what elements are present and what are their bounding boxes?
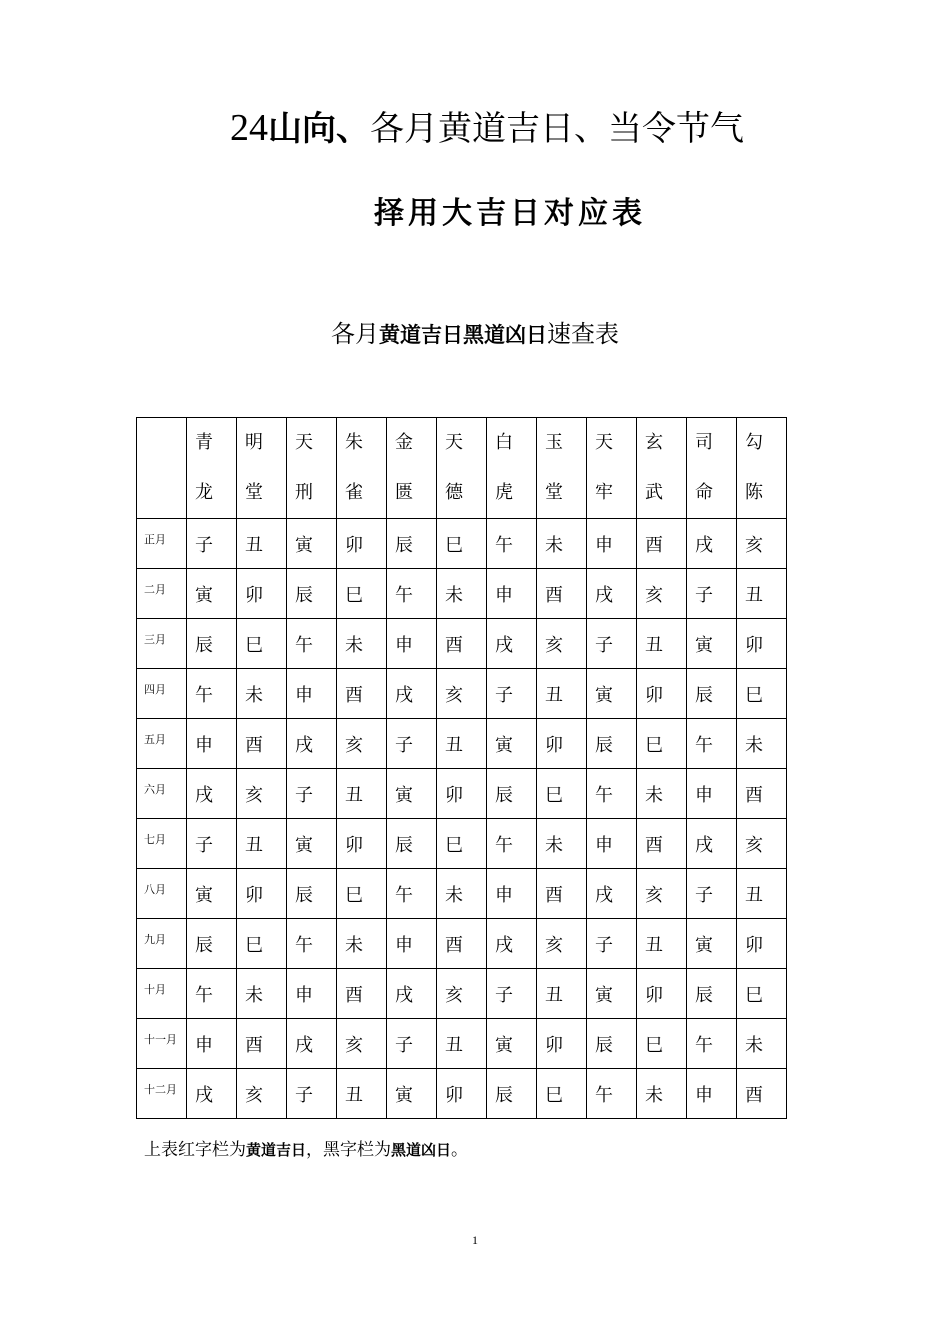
- god-header: [487, 418, 537, 519]
- branch-cell: 戌: [287, 1019, 337, 1069]
- branch-cell: 午: [187, 969, 237, 1019]
- god-header-char: 匮: [395, 482, 413, 503]
- month-label: 五月: [137, 719, 187, 769]
- branch-cell: 午: [187, 669, 237, 719]
- branch-cell: 卯: [237, 869, 287, 919]
- branch-cell: 巳: [337, 569, 387, 619]
- branch-cell: 亥: [437, 969, 487, 1019]
- table-row: [137, 969, 787, 1019]
- branch-cell: 卯: [737, 919, 787, 969]
- table-header-row: [137, 418, 787, 519]
- god-header-char: 玉: [545, 432, 563, 453]
- branch-cell: 子: [687, 569, 737, 619]
- branch-cell: 戌: [387, 969, 437, 1019]
- god-header-char: 武: [645, 482, 663, 503]
- branch-cell: 午: [387, 569, 437, 619]
- footnote-part-4: 黑道凶日: [391, 1141, 452, 1159]
- branch-cell: 未: [637, 1069, 687, 1119]
- branch-cell: 酉: [337, 669, 387, 719]
- branch-cell: 未: [337, 919, 387, 969]
- branch-cell: 子: [487, 969, 537, 1019]
- branch-cell: 丑: [637, 919, 687, 969]
- branch-cell: 亥: [237, 769, 287, 819]
- god-header-char: 命: [695, 482, 713, 503]
- branch-cell: 卯: [437, 1069, 487, 1119]
- branch-cell: 子: [387, 719, 437, 769]
- title-bold-part: 山向、: [268, 109, 370, 149]
- branch-cell: 午: [687, 1019, 737, 1069]
- branch-cell: 辰: [187, 619, 237, 669]
- branch-cell: 戌: [187, 1069, 237, 1119]
- branch-cell: 丑: [537, 669, 587, 719]
- branch-cell: 巳: [737, 669, 787, 719]
- branch-cell: 酉: [237, 1019, 287, 1069]
- branch-cell: 辰: [687, 669, 737, 719]
- god-header-char: 堂: [245, 482, 263, 503]
- god-header: [437, 418, 487, 519]
- branch-cell: 酉: [737, 1069, 787, 1119]
- branch-cell: 戌: [587, 869, 637, 919]
- branch-cell: 申: [387, 619, 437, 669]
- branch-cell: 午: [587, 1069, 637, 1119]
- month-label: 十月: [137, 969, 187, 1019]
- branch-cell: 巳: [537, 769, 587, 819]
- branch-cell: 寅: [487, 1019, 537, 1069]
- branch-cell: 卯: [437, 769, 487, 819]
- branch-cell: 未: [537, 519, 587, 569]
- branch-cell: 申: [687, 769, 737, 819]
- branch-cell: 子: [387, 1019, 437, 1069]
- branch-cell: 申: [587, 519, 637, 569]
- branch-cell: 申: [687, 1069, 737, 1119]
- table-row: [137, 869, 787, 919]
- branch-cell: 酉: [437, 919, 487, 969]
- branch-cell: 丑: [737, 569, 787, 619]
- table-row: [137, 619, 787, 669]
- branch-cell: 卯: [337, 819, 387, 869]
- branch-cell: 亥: [737, 819, 787, 869]
- branch-cell: 申: [287, 969, 337, 1019]
- branch-cell: 丑: [237, 819, 287, 869]
- footnote-part-1: 上表红字栏为: [144, 1140, 246, 1160]
- branch-cell: 巳: [437, 819, 487, 869]
- god-header-char: 勾: [745, 432, 763, 453]
- lookup-table: [136, 417, 787, 1119]
- branch-cell: 酉: [437, 619, 487, 669]
- god-header-char: 明: [245, 432, 263, 453]
- table-title-part-2: 黄道吉日黑道凶日: [379, 322, 547, 347]
- document-title-line-2: 择用大吉日对应表: [374, 196, 646, 231]
- branch-cell: 辰: [487, 1069, 537, 1119]
- table-row: [137, 819, 787, 869]
- table-row: [137, 669, 787, 719]
- branch-cell: 子: [287, 769, 337, 819]
- branch-cell: 戌: [487, 619, 537, 669]
- branch-cell: 辰: [487, 769, 537, 819]
- branch-cell: 未: [437, 569, 487, 619]
- god-header-char: 陈: [745, 482, 763, 503]
- month-label: 八月: [137, 869, 187, 919]
- god-header: [187, 418, 237, 519]
- branch-cell: 酉: [537, 869, 587, 919]
- branch-cell: 未: [537, 819, 587, 869]
- branch-cell: 卯: [537, 719, 587, 769]
- table-body: [137, 519, 787, 1119]
- branch-cell: 寅: [687, 619, 737, 669]
- branch-cell: 戌: [387, 669, 437, 719]
- branch-cell: 戌: [287, 719, 337, 769]
- branch-cell: 戌: [187, 769, 237, 819]
- branch-cell: 午: [287, 619, 337, 669]
- branch-cell: 亥: [337, 719, 387, 769]
- branch-cell: 寅: [187, 869, 237, 919]
- branch-cell: 辰: [287, 869, 337, 919]
- branch-cell: 辰: [587, 1019, 637, 1069]
- month-label: 四月: [137, 669, 187, 719]
- god-header: [687, 418, 737, 519]
- god-header-char: 司: [695, 432, 713, 453]
- god-header-char: 牢: [595, 482, 613, 503]
- branch-cell: 亥: [737, 519, 787, 569]
- branch-cell: 午: [487, 519, 537, 569]
- branch-cell: 辰: [687, 969, 737, 1019]
- branch-cell: 亥: [537, 919, 587, 969]
- god-header-char: 龙: [195, 482, 213, 503]
- table-title-part-3: 速查表: [547, 320, 619, 348]
- footnote: [144, 1136, 468, 1164]
- footnote-part-2: 黄道吉日: [246, 1141, 307, 1159]
- branch-cell: 寅: [287, 819, 337, 869]
- document-title-line-1: [230, 106, 744, 151]
- branch-cell: 辰: [287, 569, 337, 619]
- god-header-char: 白: [495, 432, 513, 453]
- branch-cell: 亥: [337, 1019, 387, 1069]
- branch-cell: 子: [187, 519, 237, 569]
- god-header-char: 虎: [495, 482, 513, 503]
- branch-cell: 辰: [387, 819, 437, 869]
- branch-cell: 巳: [237, 919, 287, 969]
- footnote-part-5: 。: [451, 1140, 469, 1160]
- month-label: 正月: [137, 519, 187, 569]
- branch-cell: 丑: [237, 519, 287, 569]
- table-row: [137, 719, 787, 769]
- branch-cell: 丑: [437, 719, 487, 769]
- branch-cell: 子: [687, 869, 737, 919]
- branch-cell: 子: [187, 819, 237, 869]
- branch-cell: 卯: [537, 1019, 587, 1069]
- branch-cell: 申: [187, 719, 237, 769]
- branch-cell: 寅: [187, 569, 237, 619]
- branch-cell: 酉: [537, 569, 587, 619]
- branch-cell: 午: [687, 719, 737, 769]
- branch-cell: 巳: [737, 969, 787, 1019]
- table-corner-cell: [137, 418, 187, 519]
- branch-cell: 寅: [587, 669, 637, 719]
- branch-cell: 辰: [387, 519, 437, 569]
- branch-cell: 卯: [337, 519, 387, 569]
- branch-cell: 子: [587, 619, 637, 669]
- page-number: 1: [472, 1233, 478, 1247]
- god-header-char: 朱: [345, 432, 363, 453]
- branch-cell: 寅: [287, 519, 337, 569]
- branch-cell: 亥: [637, 569, 687, 619]
- god-header: [287, 418, 337, 519]
- god-header: [237, 418, 287, 519]
- branch-cell: 戌: [587, 569, 637, 619]
- branch-cell: 申: [387, 919, 437, 969]
- branch-cell: 未: [337, 619, 387, 669]
- god-header-char: 青: [195, 432, 213, 453]
- branch-cell: 丑: [437, 1019, 487, 1069]
- branch-cell: 酉: [637, 519, 687, 569]
- branch-cell: 酉: [737, 769, 787, 819]
- month-label: 十二月: [137, 1069, 187, 1119]
- month-label: 七月: [137, 819, 187, 869]
- branch-cell: 辰: [587, 719, 637, 769]
- branch-cell: 申: [187, 1019, 237, 1069]
- branch-cell: 巳: [237, 619, 287, 669]
- table-row: [137, 919, 787, 969]
- branch-cell: 子: [587, 919, 637, 969]
- god-header: [387, 418, 437, 519]
- branch-cell: 未: [237, 669, 287, 719]
- branch-cell: 丑: [637, 619, 687, 669]
- god-header-char: 天: [445, 432, 463, 453]
- god-header-char: 堂: [545, 482, 563, 503]
- god-header-char: 雀: [345, 482, 363, 503]
- month-label: 六月: [137, 769, 187, 819]
- branch-cell: 寅: [687, 919, 737, 969]
- branch-cell: 未: [237, 969, 287, 1019]
- branch-cell: 午: [387, 869, 437, 919]
- table-row: [137, 769, 787, 819]
- branch-cell: 申: [487, 569, 537, 619]
- branch-cell: 丑: [337, 1069, 387, 1119]
- god-header: [337, 418, 387, 519]
- branch-cell: 亥: [637, 869, 687, 919]
- table-row: [137, 1069, 787, 1119]
- month-label: 二月: [137, 569, 187, 619]
- god-header-char: 天: [595, 432, 613, 453]
- title-rest-part: 各月黄道吉日、当令节气: [370, 109, 744, 149]
- branch-cell: 午: [287, 919, 337, 969]
- god-header-char: 刑: [295, 482, 313, 503]
- branch-cell: 申: [287, 669, 337, 719]
- branch-cell: 午: [487, 819, 537, 869]
- branch-cell: 未: [437, 869, 487, 919]
- branch-cell: 亥: [237, 1069, 287, 1119]
- god-header-char: 玄: [645, 432, 663, 453]
- branch-cell: 酉: [237, 719, 287, 769]
- branch-cell: 戌: [687, 519, 737, 569]
- footnote-part-3: ，黑字栏为: [306, 1140, 392, 1160]
- branch-cell: 午: [587, 769, 637, 819]
- god-header: [737, 418, 787, 519]
- branch-cell: 卯: [637, 969, 687, 1019]
- god-header: [637, 418, 687, 519]
- branch-cell: 丑: [737, 869, 787, 919]
- month-label: 九月: [137, 919, 187, 969]
- branch-cell: 辰: [187, 919, 237, 969]
- branch-cell: 酉: [337, 969, 387, 1019]
- branch-cell: 巳: [637, 719, 687, 769]
- table-row: [137, 1019, 787, 1069]
- branch-cell: 未: [637, 769, 687, 819]
- branch-cell: 巳: [437, 519, 487, 569]
- god-header: [587, 418, 637, 519]
- branch-cell: 巳: [337, 869, 387, 919]
- god-header-char: 德: [445, 482, 463, 503]
- branch-cell: 戌: [487, 919, 537, 969]
- branch-cell: 巳: [537, 1069, 587, 1119]
- branch-cell: 未: [737, 1019, 787, 1069]
- table-title-part-1: 各月: [331, 320, 379, 348]
- god-header: [537, 418, 587, 519]
- branch-cell: 卯: [737, 619, 787, 669]
- branch-cell: 申: [587, 819, 637, 869]
- branch-cell: 亥: [437, 669, 487, 719]
- table-row: [137, 569, 787, 619]
- branch-cell: 申: [487, 869, 537, 919]
- branch-cell: 丑: [337, 769, 387, 819]
- god-header-char: 天: [295, 432, 313, 453]
- table-title: [0, 316, 950, 353]
- branch-cell: 戌: [687, 819, 737, 869]
- branch-cell: 子: [287, 1069, 337, 1119]
- god-header-char: 金: [395, 432, 413, 453]
- branch-cell: 寅: [587, 969, 637, 1019]
- branch-cell: 酉: [637, 819, 687, 869]
- month-label: 十一月: [137, 1019, 187, 1069]
- branch-cell: 亥: [537, 619, 587, 669]
- table-row: [137, 519, 787, 569]
- branch-cell: 寅: [387, 769, 437, 819]
- branch-cell: 子: [487, 669, 537, 719]
- branch-cell: 寅: [387, 1069, 437, 1119]
- branch-cell: 寅: [487, 719, 537, 769]
- branch-cell: 卯: [237, 569, 287, 619]
- branch-cell: 巳: [637, 1019, 687, 1069]
- branch-cell: 丑: [537, 969, 587, 1019]
- branch-cell: 卯: [637, 669, 687, 719]
- title-number: 24: [230, 107, 268, 149]
- branch-cell: 未: [737, 719, 787, 769]
- month-label: 三月: [137, 619, 187, 669]
